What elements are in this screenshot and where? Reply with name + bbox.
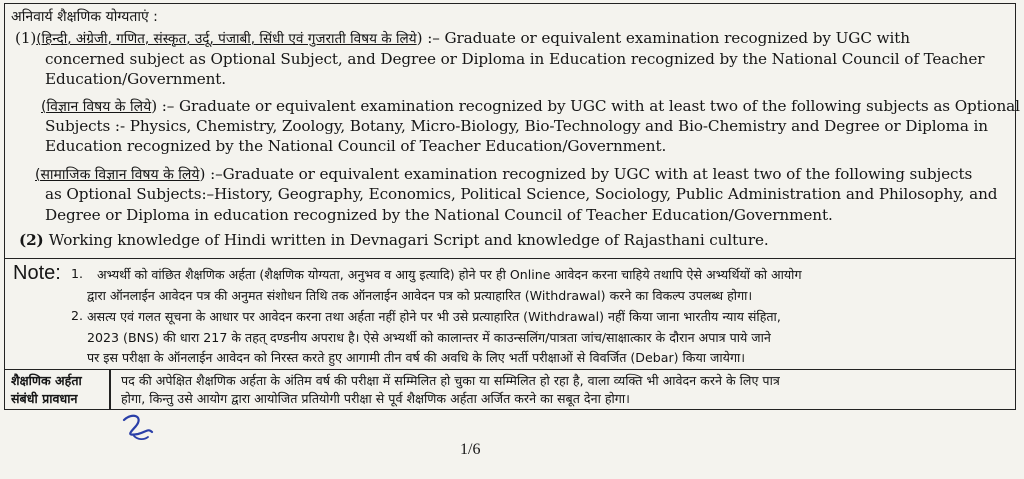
science-tail: ) :– Graduate or equivalent examination recognized by UGC with at least two of the following subjects as Optional	[151, 97, 1020, 115]
science-line3: Education recognized by the National Council of Teacher Education/Government.	[45, 137, 667, 155]
note2-line2: 2023 (BNS) की धारा 217 के तहत् दण्डनीय अपराध है। ऐसे अभ्यर्थी को कालान्तर में काउन्सलिंग/पात्रता जांच/साक्षात्कार के दौरान अपात्र पाये जाने	[87, 330, 771, 345]
note1-line1: अभ्यर्थी को वांछित शैक्षणिक अर्हता (शैक्षणिक योग्यता, अनुभव व आयु इत्यादि) होने पर ही Online आवेदन करना चाहिये तथापि ऐसे अभ्यर्थियों को आयोग	[97, 267, 802, 282]
science-subject-text: विज्ञान विषय के लिये	[46, 99, 152, 115]
item2-number: (2)	[19, 231, 44, 249]
item1-subject: (हिन्दी, अंग्रेजी, गणित, संस्कृत, उर्दू, पंजाबी, सिंधी एवं गुजराती विषय के लिये	[36, 31, 417, 47]
social-line2: as Optional Subjects:–History, Geography, Economics, Political Science, Sociology, Public Administration and Philosophy, and	[45, 185, 998, 203]
social-tail: ) :–Graduate or equivalent examination recognized by UGC with at least two of the following subjects	[199, 165, 973, 183]
science-line2: Subjects :- Physics, Chemistry, Zoology, Botany, Micro-Biology, Bio-Technology and Bio-Chemistry and Degree or Diploma in	[45, 117, 988, 135]
item1-line2: concerned subject as Optional Subject, and Degree or Diploma in Education recognized by the National Council of Teacher	[45, 50, 985, 68]
social-line1	[35, 164, 972, 184]
note2-line1: असत्य एवं गलत सूचना के आधार पर आवेदन करना तथा अर्हता नहीं होने पर भी उसे प्रत्याहारित (Withdrawal) नहीं किया जाना भारतीय न्याय संहिता,	[87, 309, 781, 324]
qualification-provision-row	[5, 370, 1015, 410]
social-subject: (सामाजिक विज्ञान विषय के लिये	[35, 167, 200, 183]
page-number: 1/6	[460, 441, 481, 458]
note-section	[5, 259, 1015, 370]
qualifications-heading: अनिवार्य शैक्षणिक योग्यताएं :	[11, 9, 158, 25]
qualifications-section	[5, 4, 1020, 259]
provision-text-line2: होगा, किन्तु उसे आयोग द्वारा आयोजित प्रतियोगी परीक्षा से पूर्व शैक्षणिक अर्हता अर्जित करने का सबूत देना होगा।	[121, 391, 630, 406]
note2-line3: पर इस परीक्षा के ऑनलाईन आवेदन को निरस्त करते हुए आगामी तीन वर्ष की अवधि के लिए भर्ती परीक्षाओं से विवर्जित (Debar) किया जायेगा।	[87, 350, 746, 365]
social-subject-text: सामाजिक विज्ञान विषय के लिये	[40, 167, 200, 183]
item1-number: (1)	[15, 29, 37, 47]
item1-subject-text: हिन्दी, अंग्रेजी, गणित, संस्कृत, उर्दू, पंजाबी, सिंधी एवं गुजराती विषय के लिये	[41, 31, 417, 47]
science-subject: (विज्ञान विषय के लिये	[41, 99, 152, 115]
content-frame	[4, 3, 1020, 410]
note1-line2: द्वारा ऑनलाईन आवेदन पत्र की अनुमत संशोधन तिथि तक ऑनलाईन आवेदन पत्र को प्रत्याहारित (Withdrawal) करने का विकल्प उपलब्ध होगा।	[87, 288, 753, 303]
note-label: Note:	[13, 262, 61, 284]
column-divider	[109, 370, 111, 410]
note2-number: 2.	[71, 308, 84, 323]
item2-line	[19, 230, 769, 249]
provision-label-line1: शैक्षणिक अर्हता	[11, 373, 82, 388]
social-line3: Degree or Diploma in education recognized by the National Council of Teacher Education/Government.	[45, 206, 833, 224]
item1-line3: Education/Government.	[45, 70, 227, 88]
note1-number: 1.	[71, 266, 84, 281]
item1-tail: ) :– Graduate or equivalent examination recognized by UGC with	[416, 29, 910, 47]
provision-text-line1: पद की अपेक्षित शैक्षणिक अर्हता के अंतिम वर्ष की परीक्षा में सम्मिलित हो चुका या सम्मिलित हो रहा है, वाला व्यक्ति भी आवेदन करने के लिए पात्र	[121, 373, 780, 388]
item2-text: Working knowledge of Hindi written in Devnagari Script and knowledge of Rajasthani culture.	[48, 231, 769, 249]
provision-label-line2: संबंधी प्रावधान	[11, 391, 78, 406]
item1-line1	[15, 28, 910, 47]
science-line1	[41, 96, 1020, 116]
handwritten-pen-mark	[118, 410, 158, 442]
